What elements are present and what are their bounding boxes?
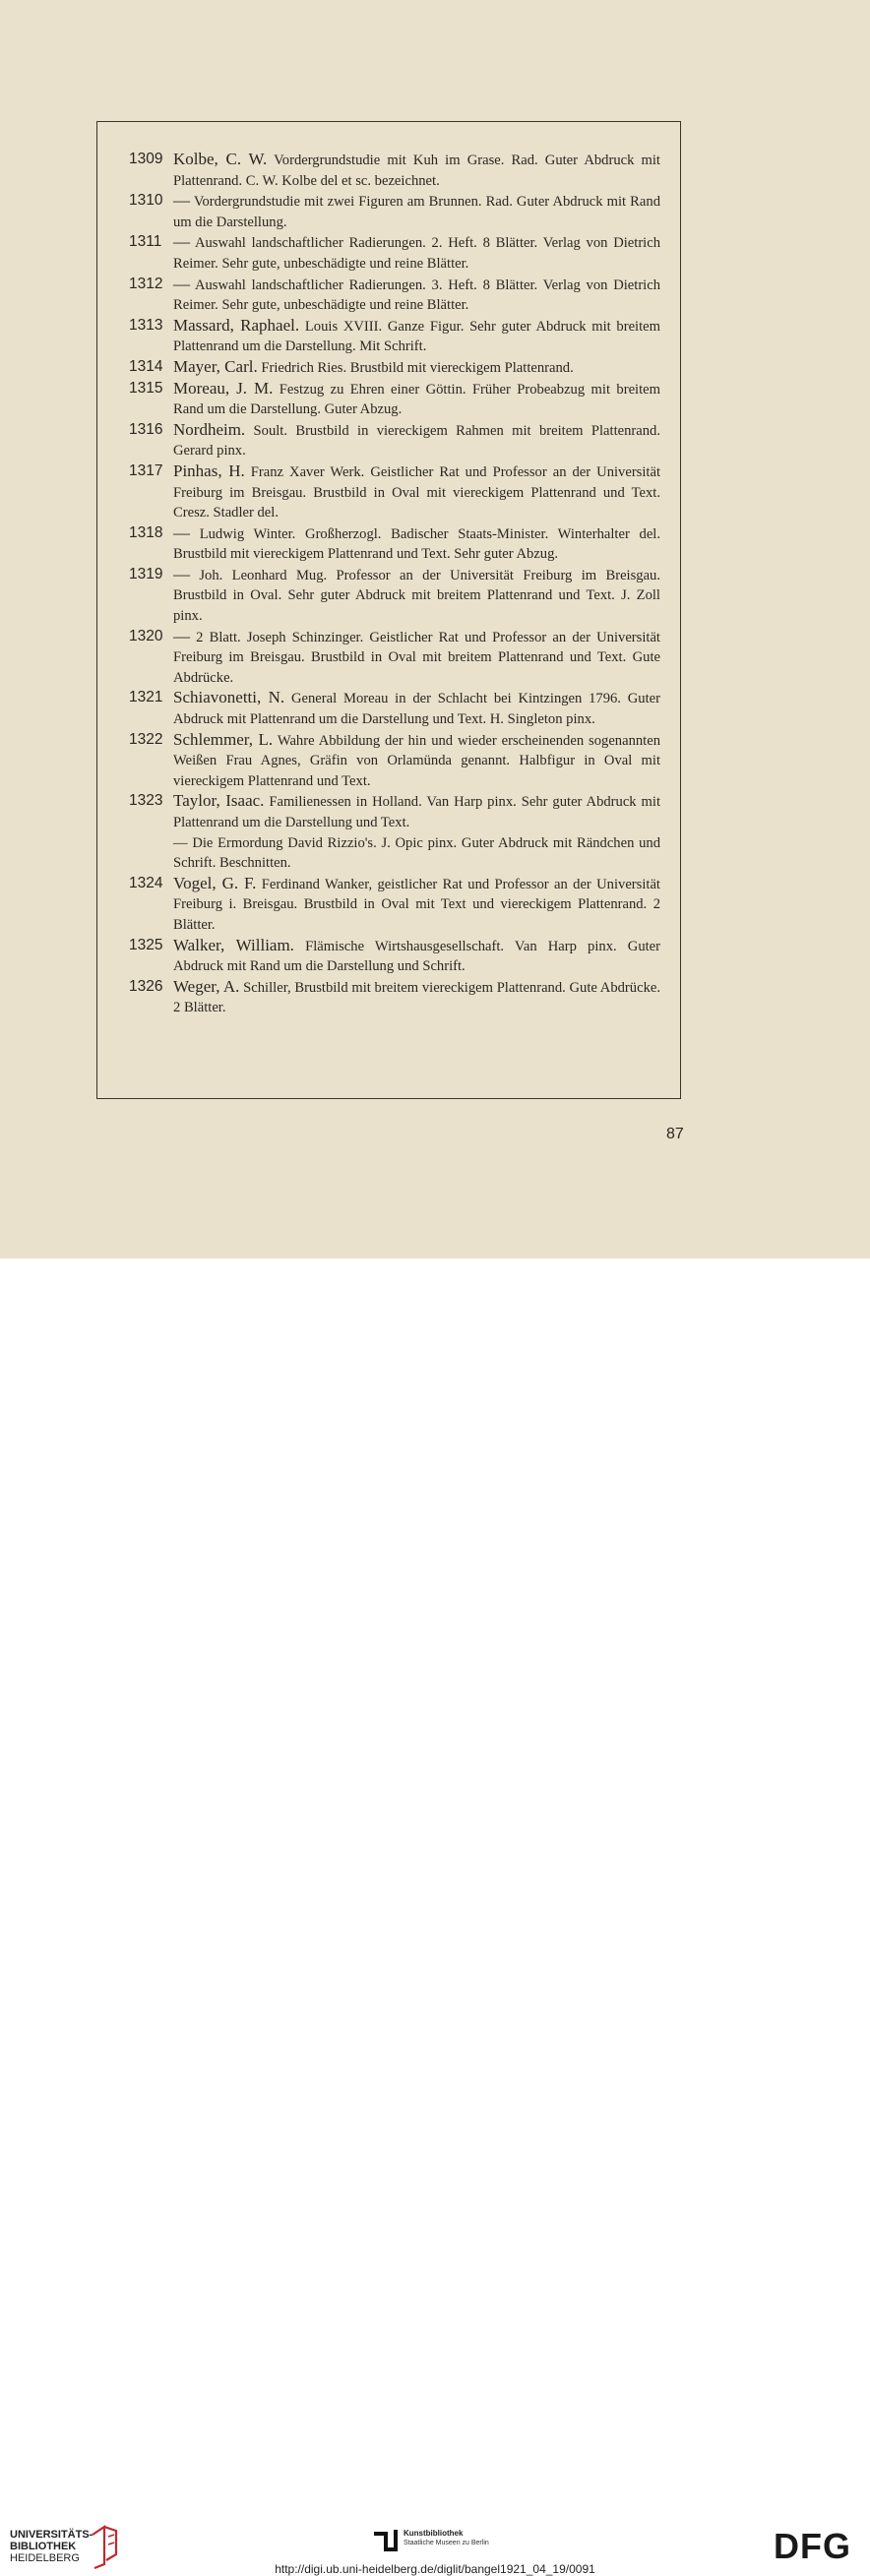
entry-description: Auswahl landschaftlicher Radierungen. 2. Heft. 8 Blätter. Verlag von Dietrich Reimer. Sehr gute, unbeschädigte und reine Blätter. [173,235,661,272]
entry-description: Ludwig Winter. Großherzogl. Badischer Staats-Minister. Winterhalter del. Brustbild mit viereckigem Plattenrand und Text. Sehr guter Abzug. [173,525,660,563]
catalog-entry [129,730,660,792]
catalog-entry [129,791,660,832]
entry-artist: Mayer, Carl. [173,356,258,376]
catalog-entry [129,232,660,274]
entry-number: 1315 [129,379,163,397]
entry-artist: Vogel, G. F. [173,873,257,892]
entry-artist: Weger, A. [173,976,240,996]
entry-number: 1314 [129,357,163,375]
entry-number: 1326 [129,977,163,995]
entry-artist: Schiavonetti, N. [173,688,285,707]
entry-body [173,461,660,523]
entry-description: Vordergrundstudie mit zwei Figuren am Brunnen. Rad. Guter Abdruck mit Rand um die Darstellung. [173,194,660,230]
entry-description: General Moreau in der Schlacht bei Kintzingen 1796. Guter Abdruck mit Plattenrand um die Darstellung und Text. H. Singleton pinx. [173,691,660,728]
entry-description: Auswahl landschaftlicher Radierungen. 3. Heft. 8 Blätter. Verlag von Dietrich Reimer. Sehr gute, unbeschädigte und reine Blätter. [173,276,661,314]
catalog-entry [129,565,660,627]
dfg-logo[interactable]: DFG [774,2526,851,2566]
catalog-entry [129,688,660,729]
catalog-entry [129,191,660,232]
entry-body [173,791,660,832]
entry-body [173,191,660,232]
entry-number: 1325 [129,936,163,953]
entry-artist: — [173,191,190,211]
entry-body [173,379,660,420]
catalog-entry [129,420,660,461]
entry-body [173,936,660,977]
entry-body [173,874,660,936]
entry-artist: — [173,232,190,252]
entry-number: 1309 [129,151,163,167]
entry-body [173,565,660,627]
entry-description: Schiller, Brustbild mit breitem viereckigem Plattenrand. Gute Abdrücke. 2 Blätter. [173,979,660,1016]
catalog-entry [129,523,660,565]
kunstbibliothek-mark-icon [372,2528,398,2551]
entry-number: 1321 [129,689,163,706]
entry-body [173,316,660,357]
entry-number: 1310 [129,192,163,210]
ub-logo-line: UNIVERSITÄTS- [10,2529,93,2541]
entry-artist: — [173,564,190,583]
entry-artist: — [173,274,190,293]
entry-description: Friedrich Ries. Brustbild mit viereckigem Plattenrand. [261,359,574,376]
entry-description: Soult. Brustbild in viereckigem Rahmen mit breitem Plattenrand. Gerard pinx. [173,422,660,460]
entry-artist: Massard, Raphael. [173,315,300,335]
ub-logo-line: HEIDELBERG [10,2552,80,2564]
catalog-entry [129,627,660,689]
entry-number: 1312 [129,275,163,292]
entry-artist: Moreau, J. M. [173,378,274,398]
catalog-entry [129,461,660,523]
ub-heidelberg-logo[interactable] [10,2529,93,2564]
catalog-entry [129,316,660,357]
entry-description: Franz Xaver Werk. Geistlicher Rat und Professor an der Universität Freiburg im Breisgau. Brustbild in Oval mit viereckigem Plattenrand und Text. Cresz. Stadler del. [173,463,661,521]
entry-artist: — [173,626,190,645]
entry-artist: Walker, William. [173,935,294,954]
catalog-entry [129,150,660,191]
entry-description: Louis XVIII. Ganze Figur. Sehr guter Abdruck mit breitem Plattenrand um die Darstellung. Mit Schrift. [173,318,660,355]
entry-description: Ferdinand Wanker, geistlicher Rat und Professor an der Universität Freiburg i. Breisgau. Brustbild in Oval mit Text und viereckigem Plattenrand. 2 Blätter. [173,876,660,933]
kb-title: Kunstbibliothek [404,2529,464,2538]
entry-description: Wahre Abbildung der hin und wieder erscheinenden sogenannten Weißen Frau Agnes, Gräfin von Orlamünda genannt. Halbfigur in Oval mit viereckigem Plattenrand und Text. [173,732,661,789]
entry-description: Flämische Wirtshausgesellschaft. Van Harp pinx. Guter Abdruck mit Rand um die Darstellung und Schrift. [173,938,661,975]
entry-description: Familienessen in Holland. Van Harp pinx. Sehr guter Abdruck mit Plattenrand um die Darstellung und Text. [173,794,661,830]
entry-body [173,232,660,274]
entry-description: 2 Blatt. Joseph Schinzinger. Geistlicher Rat und Professor an der Universität Freiburg im Breisgau. Brustbild in Oval mit breitem Plattenrand und Text. Gute Abdrücke. [173,629,660,686]
entry-number: 1313 [129,316,163,334]
entry-body [173,730,660,792]
catalog-entries [129,150,660,1018]
catalog-entry [129,357,660,379]
entry-artist: Schlemmer, L. [173,729,274,749]
entry-number: 1319 [129,565,163,583]
entry-body [173,357,660,379]
catalog-entry [129,379,660,420]
entry-body [173,688,660,729]
entry-artist: Kolbe, C. W. [173,150,268,168]
entry-body [173,420,660,461]
entry-number: 1323 [129,792,163,810]
entry-artist: Taylor, Isaac. [173,791,265,811]
entry-artist: Pinhas, H. [173,460,245,480]
page-number: 87 [666,1126,684,1142]
catalog-entry [129,874,660,936]
entry-number: 1311 [129,233,162,251]
entry-artist: — [173,522,190,542]
kb-subtitle: Staatliche Museen zu Berlin [404,2540,489,2546]
entry-description: Joh. Leonhard Mug. Professor an der Universität Freiburg im Breisgau. Brustbild in Oval. Sehr guter Abdruck mit breitem Plattenrand und Text. J. Zoll pinx. [173,567,660,625]
source-url[interactable]: http://digi.ub.uni-heidelberg.de/diglit/bangel1921_04_19/0091 [275,2562,595,2576]
ub-logo-line: BIBLIOTHEK [10,2541,77,2552]
entry-number: 1318 [129,523,163,541]
entry-number: 1322 [129,730,163,748]
entry-number: 1316 [129,420,163,438]
entry-sub-item: — Die Ermordung David Rizzio's. J. Opic pinx. Guter Abdruck mit Rändchen und Schrift. Beschnitten. [173,834,660,872]
entry-body [173,523,660,565]
entry-body [173,627,660,689]
catalog-entry [129,977,660,1018]
entry-body [173,275,660,316]
entry-description: Vordergrundstudie mit Kuh im Grase. Rad. Guter Abdruck mit Plattenrand. C. W. Kolbe del et sc. bezeichnet. [173,153,660,189]
entry-artist: Nordheim. [173,419,246,439]
entry-body [173,150,660,191]
entry-description: Festzug zu Ehren einer Göttin. Früher Probeabzug mit breitem Rand um die Darstellung. Guter Abzug. [173,381,660,418]
catalog-entry [129,936,660,977]
kunstbibliothek-logo[interactable] [372,2528,489,2556]
scanned-page [0,0,870,1258]
entry-number: 1317 [129,461,163,479]
entry-body [173,977,660,1018]
entry-number: 1320 [129,627,163,644]
catalog-entry [129,275,660,316]
entry-number: 1324 [129,874,163,891]
footer-bar [0,1258,870,2576]
